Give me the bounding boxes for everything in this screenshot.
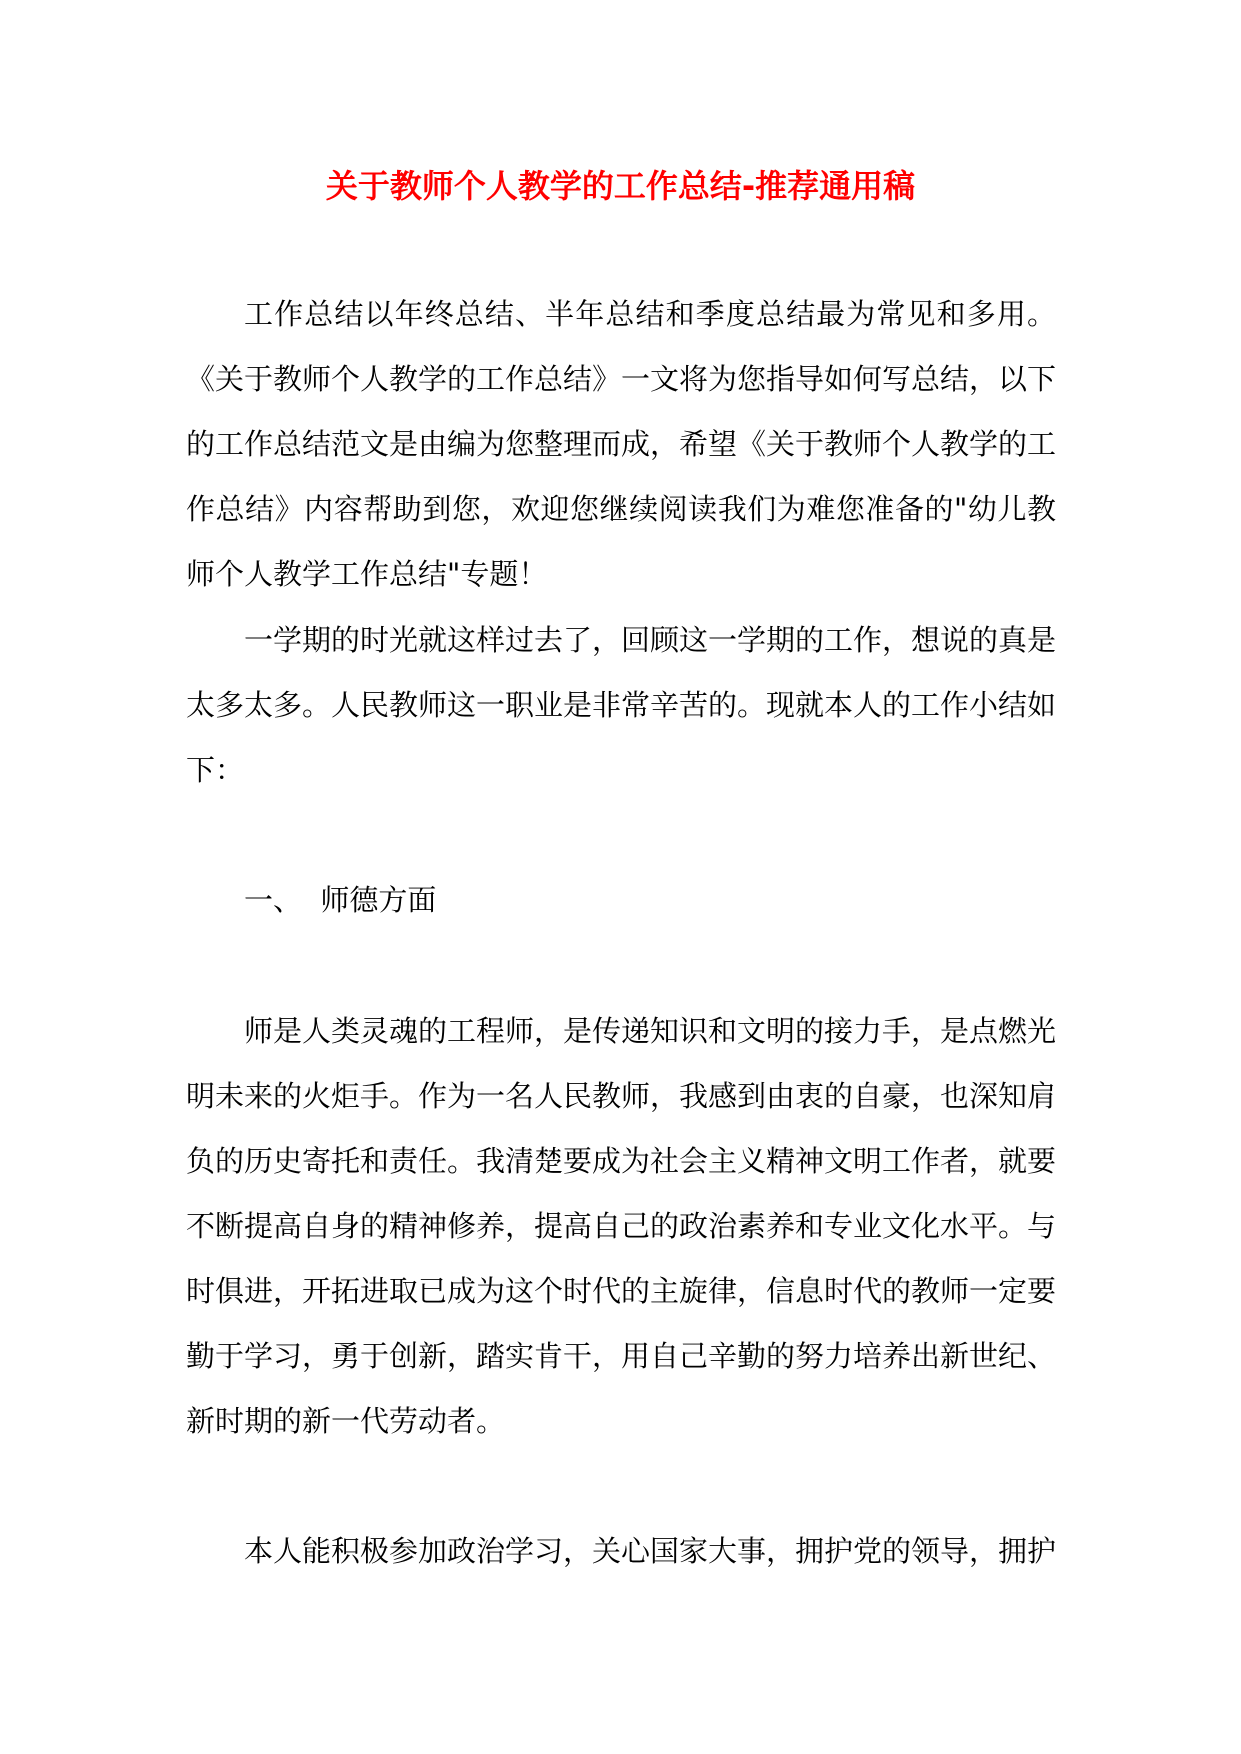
opening-paragraph: 一学期的时光就这样过去了，回顾这一学期的工作，想说的真是太多太多。人民教师这一职业是非常辛苦的。现就本人的工作小结如下： — [186, 623, 1057, 787]
section-paragraph-teacher-ethics: 师是人类灵魂的工程师，是传递知识和文明的接力手，是点燃光明未来的火炬手。作为一名人民教师，我感到由衷的自豪，也深知肩负的历史寄托和责任。我清楚要成为社会主义精神文明工作者，就要不断提高自身的精神修养，提高自己的政治素养和专业文化水平。与时俱进，开拓进取已成为这个时代的主旋律，信息时代的教师一定要勤于学习，勇于创新，踏实肯干，用自己辛勤的努力培养出新世纪、新时期的新一代劳动者。 — [186, 1014, 1057, 1438]
intro-paragraph: 工作总结以年终总结、半年总结和季度总结最为常见和多用。《关于教师个人教学的工作总结》一文将为您指导如何写总结，以下的工作总结范文是由编为您整理而成，希望《关于教师个人教学的工作总结》内容帮助到您，欢迎您继续阅读我们为难您准备的"幼儿教师个人教学工作总结"专题！ — [186, 297, 1057, 591]
section-heading-teacher-ethics: 一、 师德方面 — [244, 883, 437, 917]
document-title: 关于教师个人教学的工作总结-推荐通用稿 — [325, 167, 916, 205]
section-paragraph-continued: 本人能积极参加政治学习，关心国家大事，拥护党的领导，拥护 — [244, 1534, 1057, 1568]
